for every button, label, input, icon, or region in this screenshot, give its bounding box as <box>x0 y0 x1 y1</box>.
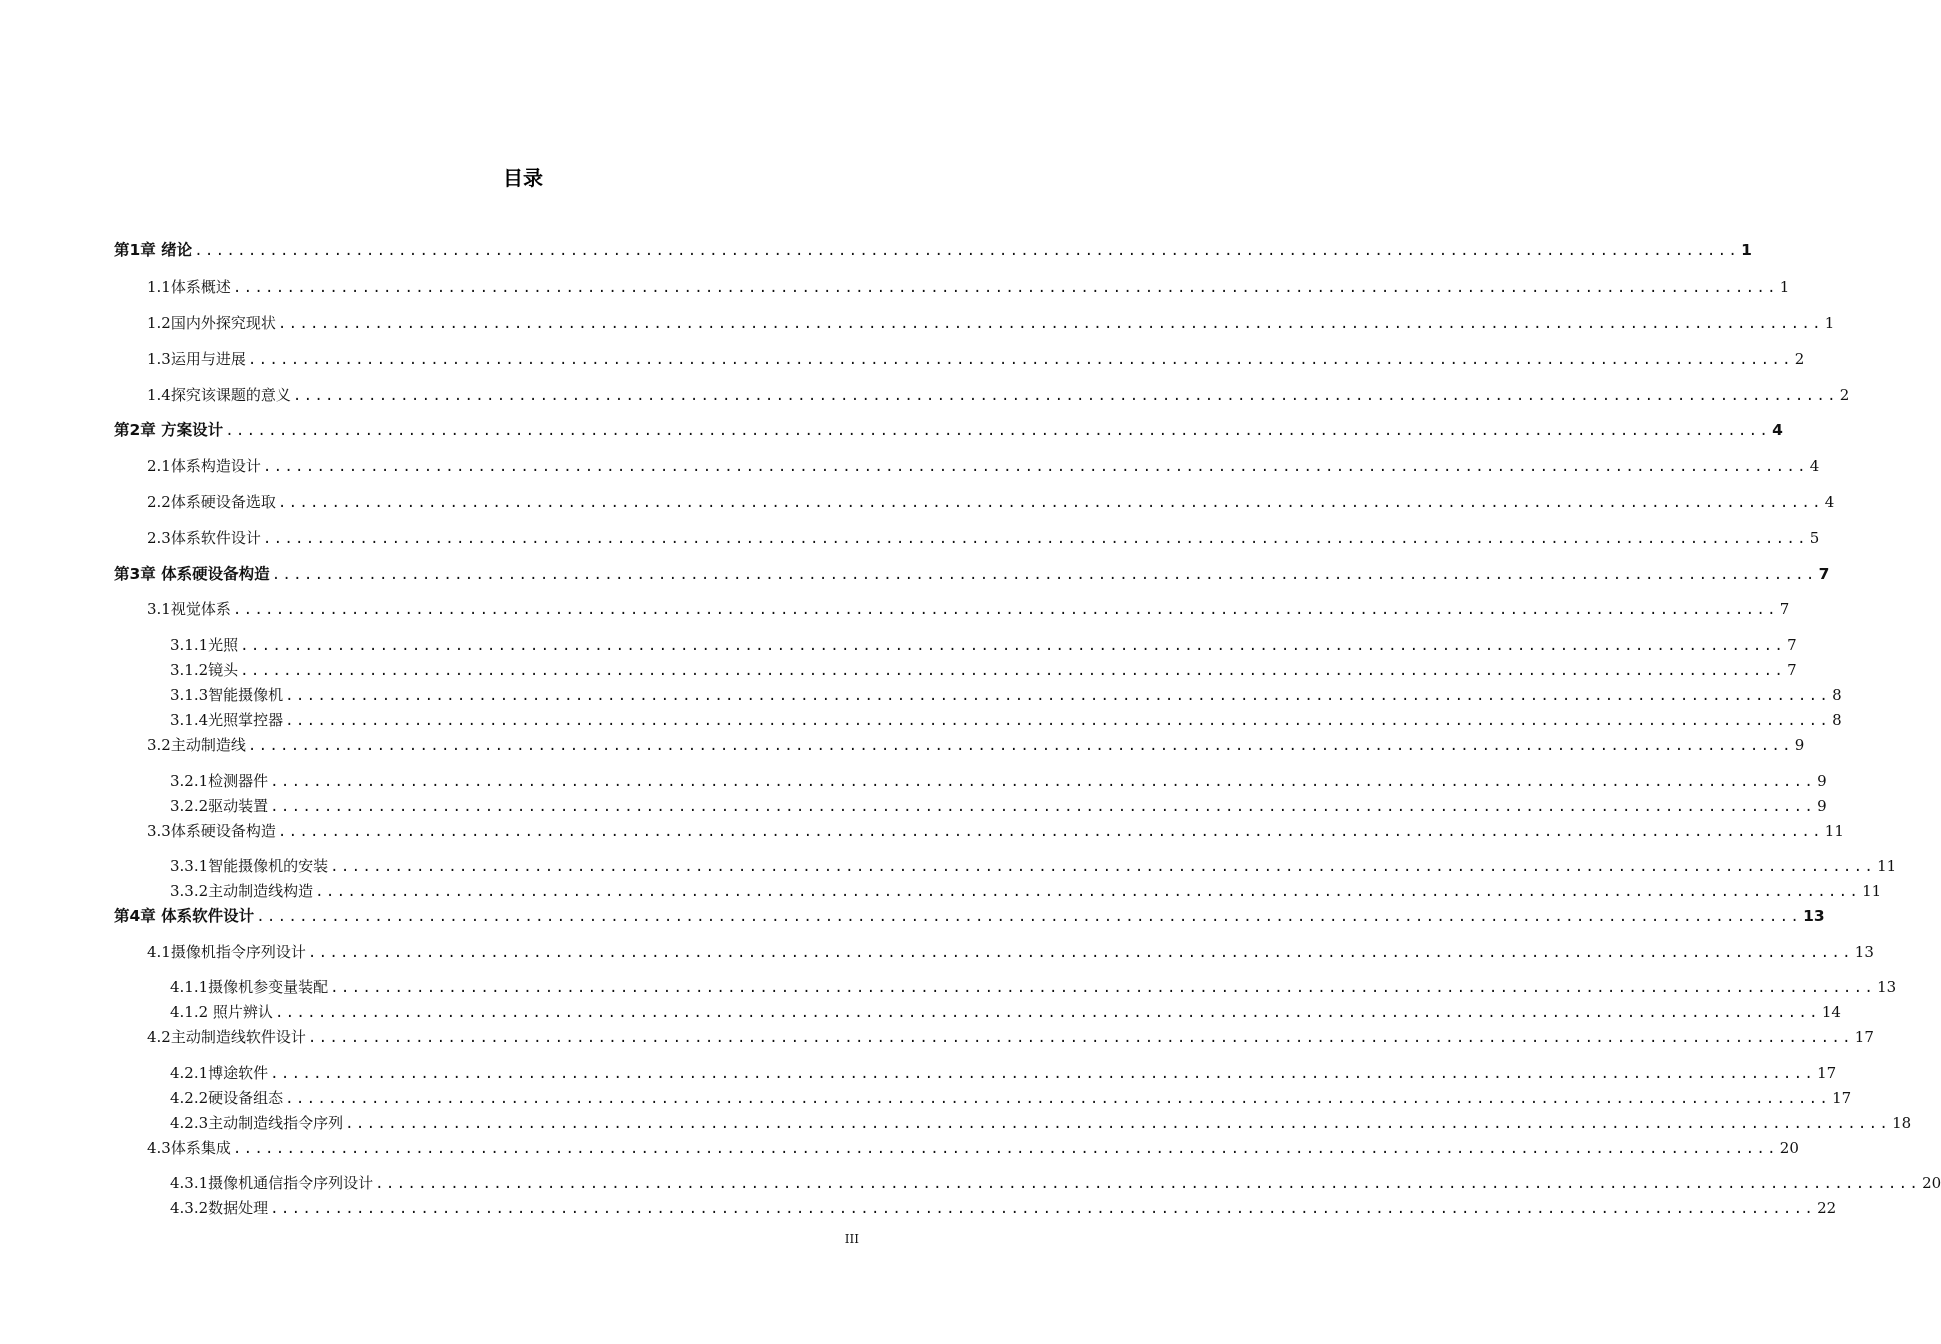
toc-entry-page: 7 <box>1818 565 1830 583</box>
toc-entry-section[interactable] <box>147 599 1790 620</box>
toc-entry-page: 4 <box>1824 493 1835 511</box>
toc-entry-label: 2.1体系构造设计 <box>147 457 261 475</box>
dot-leader: ................................................................................................................................................ <box>330 980 1876 996</box>
toc-entry-page: 5 <box>1809 529 1820 547</box>
toc-entry-section[interactable] <box>147 456 1820 477</box>
toc-entry-page: 7 <box>1779 600 1790 618</box>
dot-leader: ................................................................................................................................................ <box>307 1030 1853 1046</box>
toc-entry-section[interactable] <box>147 1138 1799 1159</box>
toc-entry-chapter[interactable] <box>114 906 1825 927</box>
dot-leader: ................................................................................................................................................ <box>247 738 1793 754</box>
dot-leader: ................................................................................................................................................ <box>240 663 1786 679</box>
toc-entry-section[interactable] <box>147 1027 1874 1048</box>
dot-leader: ................................................................................................................................................ <box>285 1091 1831 1107</box>
toc-entry-label: 3.1.3智能摄像机 <box>170 686 284 704</box>
toc-entry-label: 第1章 绪论 <box>114 241 193 259</box>
toc-entry-page: 1 <box>1824 314 1835 332</box>
dot-leader: ................................................................................................................................................ <box>271 567 1817 583</box>
toc-entry-page: 8 <box>1832 686 1842 704</box>
toc-entry-page: 11 <box>1824 822 1844 840</box>
toc-entry-section[interactable] <box>147 277 1790 298</box>
dot-leader: ................................................................................................................................................ <box>256 909 1802 925</box>
toc-entry-page: 14 <box>1821 1003 1841 1021</box>
toc-entry-label: 1.3运用与进展 <box>147 350 246 368</box>
toc-entry-label: 2.2体系硬设备选取 <box>147 493 276 511</box>
dot-leader: ................................................................................................................................................ <box>345 1116 1891 1132</box>
toc-entry-page: 9 <box>1794 736 1805 754</box>
toc-entry-page: 9 <box>1817 797 1827 815</box>
toc-entry-label: 3.1视觉体系 <box>147 600 231 618</box>
toc-entry-label: 3.3.1智能摄像机的安装 <box>170 857 329 875</box>
toc-entry-label: 第2章 方案设计 <box>114 421 224 439</box>
toc-entry-page: 1 <box>1779 278 1790 296</box>
dot-leader: ................................................................................................................................................ <box>330 859 1876 875</box>
dot-leader: ................................................................................................................................................ <box>277 495 1823 511</box>
dot-leader: ................................................................................................................................................ <box>307 945 1853 961</box>
toc-entry-page: 17 <box>1832 1089 1852 1107</box>
toc-entry-page: 13 <box>1854 943 1874 961</box>
toc-entry-label: 1.1体系概述 <box>147 278 231 296</box>
toc-entry-subsection[interactable] <box>170 856 1897 877</box>
toc-entry-label: 3.3.2主动制造线构造 <box>170 882 314 900</box>
toc-entry-label: 第3章 体系硬设备构造 <box>114 565 270 583</box>
toc-entry-section[interactable] <box>147 492 1835 513</box>
toc-entry-label: 3.2.2驱动装置 <box>170 797 269 815</box>
toc-entry-section[interactable] <box>147 349 1805 370</box>
toc-entry-subsection[interactable] <box>170 881 1882 902</box>
dot-leader: ................................................................................................................................................ <box>277 316 1823 332</box>
dot-leader: ................................................................................................................................................ <box>277 824 1823 840</box>
toc-entry-page: 11 <box>1877 857 1897 875</box>
toc-entry-subsection[interactable] <box>170 1063 1837 1084</box>
toc-entry-label: 3.2主动制造线 <box>147 736 246 754</box>
dot-leader: ................................................................................................................................................ <box>240 638 1786 654</box>
toc-entry-subsection[interactable] <box>170 660 1797 681</box>
toc-entry-page: 7 <box>1787 636 1797 654</box>
toc-entry-label: 4.2.1博途软件 <box>170 1064 269 1082</box>
toc-title: 目录 <box>503 166 543 190</box>
toc-entry-label: 2.3体系软件设计 <box>147 529 261 547</box>
dot-leader: ................................................................................................................................................ <box>270 1201 1816 1217</box>
toc-entry-subsection[interactable] <box>170 796 1827 817</box>
toc-entry-label: 3.3体系硬设备构造 <box>147 822 276 840</box>
dot-leader: ................................................................................................................................................ <box>270 774 1816 790</box>
toc-entry-subsection[interactable] <box>170 1198 1837 1219</box>
toc-entry-label: 4.3.2数据处理 <box>170 1199 269 1217</box>
dot-leader: ................................................................................................................................................ <box>194 243 1740 259</box>
dot-leader: ................................................................................................................................................ <box>225 423 1771 439</box>
toc-entry-page: 20 <box>1922 1174 1941 1192</box>
dot-leader: ................................................................................................................................................ <box>262 459 1808 475</box>
toc-entry-page: 1 <box>1741 241 1752 259</box>
toc-entry-page: 2 <box>1794 350 1805 368</box>
toc-entry-subsection[interactable] <box>170 1173 1941 1194</box>
toc-entry-label: 3.1.2镜头 <box>170 661 239 679</box>
dot-leader: ................................................................................................................................................ <box>262 531 1808 547</box>
toc-entry-page: 8 <box>1832 711 1842 729</box>
toc-entry-page: 20 <box>1779 1139 1799 1157</box>
toc-entry-subsection[interactable] <box>170 710 1842 731</box>
toc-entry-page: 13 <box>1877 978 1897 996</box>
toc-entry-section[interactable] <box>147 735 1805 756</box>
toc-entry-page: 11 <box>1862 882 1882 900</box>
toc-entry-label: 4.1.1摄像机参变量装配 <box>170 978 329 996</box>
toc-entry-label: 4.1摄像机指令序列设计 <box>147 943 306 961</box>
toc-entry-label: 4.3体系集成 <box>147 1139 231 1157</box>
toc-entry-page: 13 <box>1803 907 1825 925</box>
toc-entry-page: 17 <box>1854 1028 1874 1046</box>
toc-entry-page: 9 <box>1817 772 1827 790</box>
toc-entry-page: 2 <box>1839 386 1850 404</box>
toc-entry-label: 第4章 体系软件设计 <box>114 907 255 925</box>
toc-entry-label: 4.2主动制造线软件设计 <box>147 1028 306 1046</box>
toc-entry-label: 3.2.1检测器件 <box>170 772 269 790</box>
toc-entry-page: 17 <box>1817 1064 1837 1082</box>
toc-entry-label: 3.1.1光照 <box>170 636 239 654</box>
dot-leader: ................................................................................................................................................ <box>247 352 1793 368</box>
toc-entry-page: 18 <box>1892 1114 1912 1132</box>
toc-entry-subsection[interactable] <box>170 635 1797 656</box>
toc-entry-label: 4.3.1摄像机通信指令序列设计 <box>170 1174 374 1192</box>
dot-leader: ................................................................................................................................................ <box>285 713 1831 729</box>
dot-leader: ................................................................................................................................................ <box>292 388 1838 404</box>
toc-entry-chapter[interactable] <box>114 564 1830 585</box>
dot-leader: ................................................................................................................................................ <box>232 1141 1778 1157</box>
toc-entry-subsection[interactable] <box>170 977 1897 998</box>
toc-entry-chapter[interactable] <box>114 420 1783 441</box>
toc-entry-label: 4.2.2硬设备组态 <box>170 1089 284 1107</box>
dot-leader: ................................................................................................................................................ <box>375 1176 1921 1192</box>
dot-leader: ................................................................................................................................................ <box>232 280 1778 296</box>
toc-entry-label: 4.2.3主动制造线指令序列 <box>170 1114 344 1132</box>
toc-entry-subsection[interactable] <box>170 1088 1852 1109</box>
page-number: III <box>844 1232 859 1246</box>
dot-leader: ................................................................................................................................................ <box>285 688 1831 704</box>
dot-leader: ................................................................................................................................................ <box>315 884 1861 900</box>
toc-entry-subsection[interactable] <box>170 771 1827 792</box>
toc-entry-page: 22 <box>1817 1199 1837 1217</box>
toc-entry-chapter[interactable] <box>114 240 1752 261</box>
dot-leader: ................................................................................................................................................ <box>232 602 1778 618</box>
dot-leader: ................................................................................................................................................ <box>270 799 1816 815</box>
toc-entry-label: 1.2国内外探究现状 <box>147 314 276 332</box>
toc-entry-label: 1.4探究该课题的意义 <box>147 386 291 404</box>
toc-entry-subsection[interactable] <box>170 1113 1912 1134</box>
toc-entry-subsection[interactable] <box>170 685 1842 706</box>
toc-entry-section[interactable] <box>147 313 1835 334</box>
dot-leader: ................................................................................................................................................ <box>274 1005 1820 1021</box>
toc-entry-page: 4 <box>1772 421 1783 439</box>
toc-entry-section[interactable] <box>147 942 1874 963</box>
toc-entry-label: 3.1.4光照掌控器 <box>170 711 284 729</box>
toc-entry-page: 7 <box>1787 661 1797 679</box>
toc-entry-subsection[interactable] <box>170 1002 1841 1023</box>
toc-entry-section[interactable] <box>147 821 1844 842</box>
toc-entry-section[interactable] <box>147 385 1850 406</box>
dot-leader: ................................................................................................................................................ <box>270 1066 1816 1082</box>
toc-entry-label: 4.1.2 照片辨认 <box>170 1003 273 1021</box>
toc-entry-page: 4 <box>1809 457 1820 475</box>
toc-entry-section[interactable] <box>147 528 1820 549</box>
